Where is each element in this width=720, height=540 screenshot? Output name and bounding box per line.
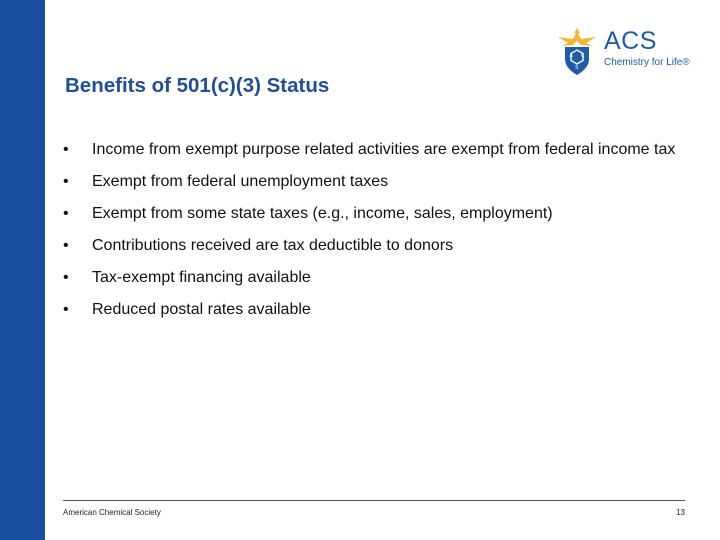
bullet-item [63,172,703,192]
bullet-text: Income from exempt purpose related activities are exempt from federal income tax [92,141,676,158]
bullet-icon: • [63,205,69,222]
bullet-item [63,236,703,256]
bullet-icon: • [63,173,69,190]
bullet-icon: • [63,237,69,254]
logo-tagline: Chemistry for Life® [604,57,690,68]
bullet-text: Tax-exempt financing available [92,269,311,286]
footer-organization: American Chemical Society [63,508,161,517]
acs-emblem-icon [552,27,602,77]
bullet-list [63,140,703,332]
logo-wordmark: ACS [604,27,657,55]
svg-text:S: S [575,65,579,71]
bullet-text: Reduced postal rates available [92,301,311,318]
slide-title: Benefits of 501(c)(3) Status [65,74,330,97]
bullet-text: Exempt from some state taxes (e.g., income, sales, employment) [92,205,553,222]
bullet-text: Exempt from federal unemployment taxes [92,173,389,190]
bullet-icon: • [63,301,69,318]
svg-text:C: C [581,53,585,59]
svg-text:A: A [569,53,573,59]
footer-divider [63,500,685,501]
bullet-item [63,140,703,160]
acs-logo [552,27,692,77]
bullet-item [63,300,703,320]
page-number: 13 [676,508,685,517]
side-accent-bar [0,0,45,540]
bullet-item [63,204,703,224]
bullet-icon: • [63,269,69,286]
bullet-item [63,268,703,288]
bullet-icon: • [63,141,69,158]
bullet-text: Contributions received are tax deductible to donors [92,237,454,254]
